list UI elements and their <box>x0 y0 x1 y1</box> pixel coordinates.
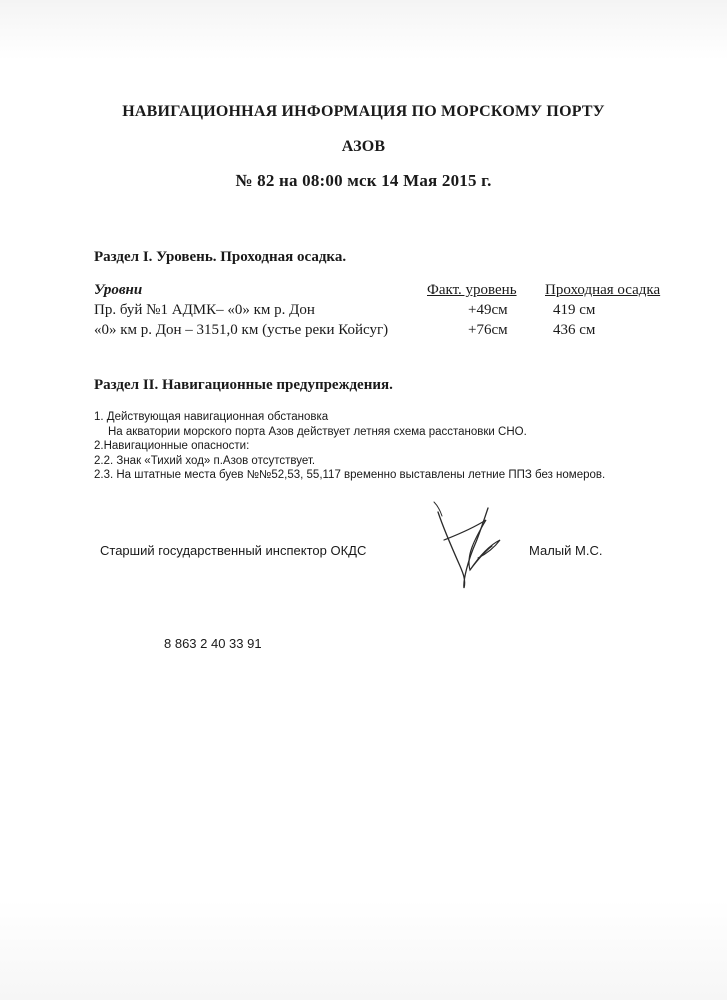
column-header-fact-level: Факт. уровень <box>427 282 517 298</box>
section2-heading: Раздел II. Навигационные предупреждения. <box>94 377 393 393</box>
column-header-draft: Проходная осадка <box>545 282 661 298</box>
bulletin-number-date: № 82 на 08:00 мск 14 Мая 2015 г. <box>235 171 492 190</box>
column-header-levels: Уровни <box>94 282 143 298</box>
section1-heading: Раздел I. Уровень. Проходная осадка. <box>94 249 347 265</box>
levels-table <box>94 282 694 342</box>
port-name: АЗОВ <box>341 138 386 155</box>
row-fact-level: +49см <box>468 302 508 318</box>
document-title: НАВИГАЦИОННАЯ ИНФОРМАЦИЯ ПО МОРСКОМУ ПОРТУ <box>122 103 605 120</box>
table-row <box>94 322 694 342</box>
handwritten-signature <box>430 500 520 595</box>
row-fact-level: +76см <box>468 322 508 338</box>
warning-line: 2.Навигационные опасности: <box>94 440 250 452</box>
warning-line: 1. Действующая навигационная обстановка <box>94 411 329 423</box>
warning-line: 2.3. На штатные места буев №№52,53, 55,117 временно выставлены летние ППЗ без номеров. <box>94 469 606 481</box>
inspector-position: Старший государственный инспектор ОКДС <box>100 543 367 558</box>
navigation-warnings <box>94 410 605 483</box>
row-location: «0» км р. Дон – 3151,0 км (устье реки Койсуг) <box>94 322 389 338</box>
warning-line: На акватории морского порта Азов действует летняя схема расстановки СНО. <box>108 425 527 438</box>
table-row <box>94 302 694 322</box>
levels-table-header <box>94 282 694 302</box>
contact-phone: 8 863 2 40 33 91 <box>164 636 262 651</box>
row-draft: 436 см <box>553 322 596 338</box>
warning-line: 2.2. Знак «Тихий ход» п.Азов отсутствует. <box>94 454 316 467</box>
row-draft: 419 см <box>553 302 596 318</box>
inspector-name: Малый М.С. <box>529 543 603 558</box>
row-location: Пр. буй №1 АДМК– «0» км р. Дон <box>94 302 315 318</box>
